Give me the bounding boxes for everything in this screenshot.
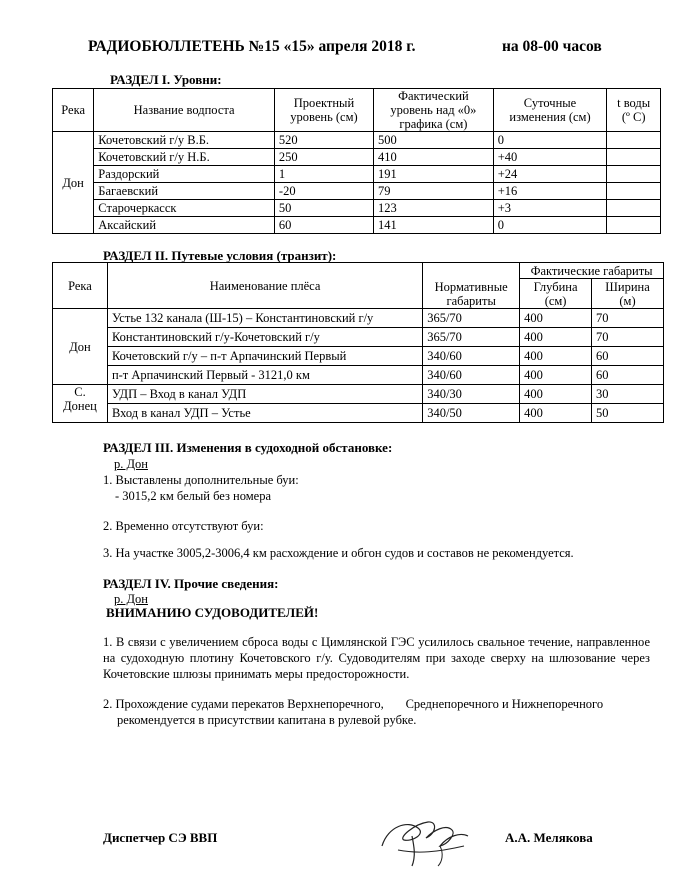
col-design bbox=[274, 89, 373, 132]
bulletin-time: на 08-00 часов bbox=[502, 38, 602, 55]
norm-cell: 340/60 bbox=[423, 366, 520, 385]
width-cell: 70 bbox=[592, 309, 664, 328]
col-norm-l1: Нормативные bbox=[434, 280, 508, 294]
col-actual bbox=[374, 89, 494, 132]
col-width-l2: (м) bbox=[619, 293, 636, 308]
reach-cell: п-т Арпачинский Первый - 3121,0 км bbox=[107, 366, 422, 385]
col-temp-l2: (º С) bbox=[621, 110, 646, 124]
temp-cell bbox=[607, 217, 661, 234]
col-temp-l1: t воды bbox=[617, 96, 651, 110]
post-cell: Багаевский bbox=[94, 183, 275, 200]
col-river: Река bbox=[53, 89, 94, 132]
section-3-title: РАЗДЕЛ III. Изменения в судоходной обстановке: bbox=[103, 440, 393, 455]
col-daily-l1: Суточные bbox=[523, 96, 577, 110]
table-row bbox=[53, 366, 664, 385]
signature-icon bbox=[368, 806, 488, 870]
section-3-item-1-sub: - 3015,2 км белый без номера bbox=[115, 489, 272, 503]
section-4-paragraph-2-line-2: рекомендуется в присутствии капитана в рулевой рубке. bbox=[117, 713, 417, 727]
section-4-paragraph-1: 1. В связи с увеличением сброса воды с Цимлянской ГЭС усилилось свальное течение, направленное на судоходную плотину Кочетовского г/у. Судоводителям при заходе сверху на шлюзование через Кочетовские шлюзы принимать меры предосторожности. bbox=[103, 635, 650, 681]
section-3-item-3: 3. На участке 3005,2-3006,4 км расхождение и обгон судов и составов не рекомендуется. bbox=[103, 546, 574, 560]
table-row bbox=[53, 149, 661, 166]
col-width-l1: Ширина bbox=[605, 279, 650, 294]
section-4-paragraph-2-line-1: 2. Прохождение судами перекатов Верхнепоречного, Среднепоречного и Нижнепоречного bbox=[103, 697, 604, 711]
col-width bbox=[592, 279, 664, 309]
temp-cell bbox=[607, 200, 661, 217]
depth-cell: 400 bbox=[520, 404, 592, 423]
norm-cell: 365/70 bbox=[423, 309, 520, 328]
col-actual-l2: уровень над «0» bbox=[390, 103, 477, 117]
section-4-title: РАЗДЕЛ IV. Прочие сведения: bbox=[103, 576, 279, 591]
temp-cell bbox=[607, 166, 661, 183]
section-3-item-1: 1. Выставлены дополнительные буи: bbox=[103, 473, 299, 487]
table-row bbox=[53, 385, 664, 404]
norm-cell: 340/60 bbox=[423, 347, 520, 366]
design-cell: 1 bbox=[274, 166, 373, 183]
design-cell: 520 bbox=[274, 132, 373, 149]
col-depth bbox=[520, 279, 592, 309]
signer-position: Диспетчер СЭ ВВП bbox=[103, 830, 218, 845]
col-norm bbox=[423, 263, 520, 309]
actual-cell: 191 bbox=[374, 166, 494, 183]
width-cell: 50 bbox=[592, 404, 664, 423]
width-cell: 30 bbox=[592, 385, 664, 404]
post-cell: Аксайский bbox=[94, 217, 275, 234]
table-row bbox=[53, 309, 664, 328]
norm-cell: 365/70 bbox=[423, 328, 520, 347]
norm-cell: 340/50 bbox=[423, 404, 520, 423]
post-cell: Раздорский bbox=[94, 166, 275, 183]
col-depth-l1: Глубина bbox=[533, 279, 578, 294]
post-cell: Кочетовский г/у В.Б. bbox=[94, 132, 275, 149]
design-cell: 60 bbox=[274, 217, 373, 234]
table-row bbox=[53, 200, 661, 217]
table-row bbox=[53, 347, 664, 366]
reach-cell: Константиновский г/у-Кочетовский г/у bbox=[107, 328, 422, 347]
signer-name: А.А. Мелякова bbox=[505, 830, 593, 845]
levels-table bbox=[52, 88, 661, 234]
depth-cell: 400 bbox=[520, 366, 592, 385]
actual-cell: 410 bbox=[374, 149, 494, 166]
norm-cell: 340/30 bbox=[423, 385, 520, 404]
design-cell: 50 bbox=[274, 200, 373, 217]
river-cell: Дон bbox=[53, 309, 108, 385]
actual-cell: 141 bbox=[374, 217, 494, 234]
change-cell: +40 bbox=[493, 149, 607, 166]
table-row bbox=[53, 328, 664, 347]
temp-cell bbox=[607, 132, 661, 149]
reach-cell: Кочетовский г/у – п-т Арпачинский Первый bbox=[107, 347, 422, 366]
change-cell: 0 bbox=[493, 217, 607, 234]
col-design-l1: Проектный bbox=[293, 96, 355, 110]
section-1-title: РАЗДЕЛ I. Уровни: bbox=[110, 72, 222, 87]
depth-cell: 400 bbox=[520, 385, 592, 404]
change-cell: +16 bbox=[493, 183, 607, 200]
table-row bbox=[53, 404, 664, 423]
section-4-river: р. Дон bbox=[114, 592, 148, 606]
col-daily-l2: изменения (см) bbox=[509, 110, 591, 124]
width-cell: 60 bbox=[592, 366, 664, 385]
table-row bbox=[53, 217, 661, 234]
col-depth-l2: (см) bbox=[544, 293, 567, 308]
width-cell: 60 bbox=[592, 347, 664, 366]
reach-cell: Устье 132 канала (Ш-15) – Константиновский г/у bbox=[107, 309, 422, 328]
depth-cell: 400 bbox=[520, 328, 592, 347]
col-post: Название водпоста bbox=[94, 89, 275, 132]
attention-heading: ВНИМАНИЮ СУДОВОДИТЕЛЕЙ! bbox=[106, 605, 319, 620]
actual-cell: 500 bbox=[374, 132, 494, 149]
section-3-item-2: 2. Временно отсутствуют буи: bbox=[103, 519, 264, 533]
col-temp bbox=[607, 89, 661, 132]
section-2-title: РАЗДЕЛ II. Путевые условия (транзит): bbox=[103, 248, 337, 263]
reach-cell: УДП – Вход в канал УДП bbox=[107, 385, 422, 404]
river-cell: Дон bbox=[53, 132, 94, 234]
post-cell: Старочеркасск bbox=[94, 200, 275, 217]
transit-table bbox=[52, 262, 664, 423]
table-row bbox=[53, 166, 661, 183]
col-daily bbox=[493, 89, 607, 132]
temp-cell bbox=[607, 183, 661, 200]
reach-cell: Вход в канал УДП – Устье bbox=[107, 404, 422, 423]
col-actual-dims: Фактические габариты bbox=[520, 263, 664, 279]
actual-cell: 79 bbox=[374, 183, 494, 200]
table-row bbox=[53, 132, 661, 149]
col-norm-l2: габариты bbox=[446, 294, 496, 308]
bulletin-title-text: РАДИОБЮЛЛЕТЕНЬ №15 «15» апреля 2018 г. bbox=[88, 38, 416, 55]
change-cell: +3 bbox=[493, 200, 607, 217]
change-cell: 0 bbox=[493, 132, 607, 149]
river-cell: С. Донец bbox=[53, 385, 108, 423]
depth-cell: 400 bbox=[520, 347, 592, 366]
change-cell: +24 bbox=[493, 166, 607, 183]
post-cell: Кочетовский г/у Н.Б. bbox=[94, 149, 275, 166]
col-actual-l3: графика (см) bbox=[399, 117, 468, 131]
col-reach: Наименование плёса bbox=[107, 263, 422, 309]
col-river: Река bbox=[53, 263, 108, 309]
table-row bbox=[53, 183, 661, 200]
width-cell: 70 bbox=[592, 328, 664, 347]
section-3-river: р. Дон bbox=[114, 457, 148, 471]
temp-cell bbox=[607, 149, 661, 166]
depth-cell: 400 bbox=[520, 309, 592, 328]
bulletin-title bbox=[88, 38, 602, 56]
actual-cell: 123 bbox=[374, 200, 494, 217]
design-cell: 250 bbox=[274, 149, 373, 166]
col-design-l2: уровень (см) bbox=[290, 110, 358, 124]
design-cell: -20 bbox=[274, 183, 373, 200]
col-actual-l1: Фактический bbox=[398, 89, 469, 103]
